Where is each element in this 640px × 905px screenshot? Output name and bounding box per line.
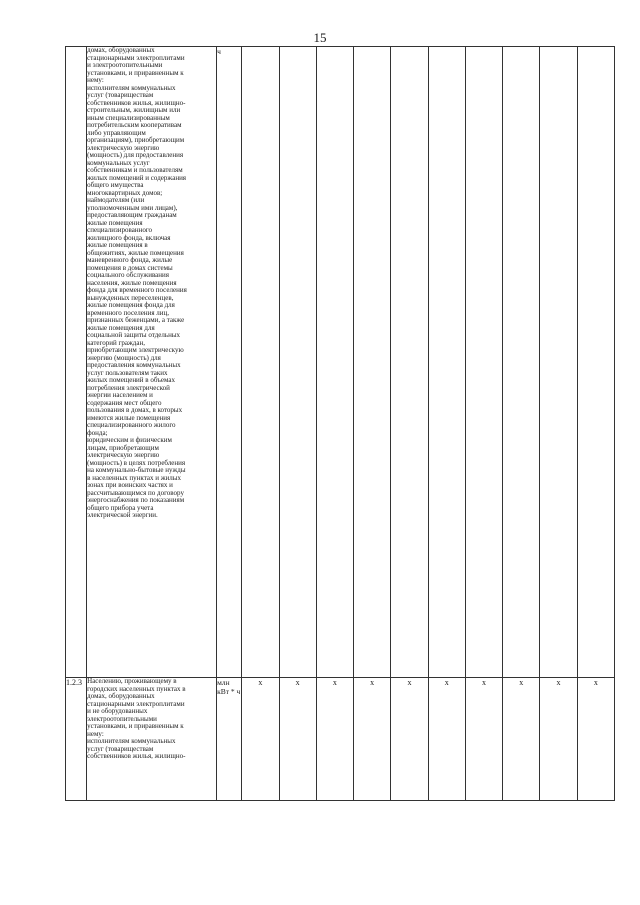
value-cell	[391, 47, 428, 678]
description-line: лицам, приобретающим	[87, 443, 159, 452]
description-line: организациям), приобретающим	[87, 136, 185, 144]
description-line: населения, жилые помещения	[87, 278, 177, 287]
description-line: жилых помещений в объемах	[87, 376, 175, 384]
description-line: временного поселения лиц,	[87, 308, 170, 317]
description-line: исполнителям коммунальных	[87, 83, 176, 92]
row-description	[87, 678, 217, 801]
description-line: социальной защиты отдельных	[87, 331, 181, 339]
row-number	[66, 47, 87, 678]
description-line: приобретающим электрическую	[87, 346, 184, 354]
description-line: фонда для временного поселения	[87, 286, 187, 294]
description-line: (мощность) в целях потребления	[87, 458, 186, 467]
value-cell: x	[428, 678, 465, 801]
description-line: рассчитывающимся по договору	[87, 488, 184, 497]
description-line: (мощность) для предоставления	[87, 151, 184, 159]
description-line: имеются жилые помещения	[87, 413, 171, 422]
description-line: установками, и приравненным к	[87, 722, 184, 730]
description-line: жилые помещения	[87, 218, 143, 227]
table-row	[66, 678, 615, 801]
description-line: услуг (товариществам	[87, 744, 154, 753]
value-cell: x	[540, 678, 577, 801]
description-line: маневренного фонда, жилые	[87, 256, 173, 264]
value-cell	[540, 47, 577, 678]
value-cell	[503, 47, 540, 678]
row-unit: ч	[217, 47, 242, 678]
value-cell: x	[391, 678, 428, 801]
description-line: помещения в домах системы	[87, 263, 173, 272]
value-cell	[316, 47, 353, 678]
description-line: стационарными электроплитами	[87, 699, 185, 708]
description-line: установками, и приравненным к	[87, 68, 184, 77]
description-line: вынужденных переселенцев,	[87, 293, 174, 302]
description-line: потребления электрической	[87, 383, 170, 392]
value-cell: x	[242, 678, 279, 801]
value-cell	[465, 47, 502, 678]
value-cell	[577, 47, 614, 678]
description-line: специализированного	[87, 226, 153, 234]
description-line: собственникам и пользователям	[87, 166, 183, 174]
description-line: энергоснабжения по показаниям	[87, 496, 185, 504]
description-line: энергию (мощность) для	[87, 353, 161, 362]
description-line: услуг пользователям таких	[87, 368, 168, 377]
description-line: на коммунально-бытовые нужды	[87, 466, 186, 474]
description-line: наймодателям (или	[87, 196, 145, 204]
description-line: социального обслуживания	[87, 271, 169, 279]
table-row	[66, 47, 615, 678]
description-line: исполнителям коммунальных	[87, 737, 176, 745]
value-cell	[242, 47, 279, 678]
tariff-table	[65, 46, 615, 801]
value-cell	[428, 47, 465, 678]
description-line: и не оборудованных	[87, 707, 148, 715]
description-line: общего прибора учета	[87, 503, 154, 512]
description-line: нему:	[87, 729, 104, 738]
description-line: жилых помещений и содержания	[87, 173, 187, 182]
description-line: уполномоченным ими лицам),	[87, 203, 178, 212]
value-cell	[279, 47, 316, 678]
description-line: электрическую энергию	[87, 451, 160, 459]
description-line: услуг (товариществам	[87, 91, 154, 99]
description-line: пользования в домах, в которых	[87, 406, 183, 414]
description-line: фонда;	[87, 428, 108, 437]
row-number: 1.2.3	[66, 678, 87, 801]
description-line: собственников жилья, жилищно-	[87, 752, 186, 760]
description-line: потребительским кооперативам	[87, 121, 182, 129]
description-line: жилые помещения для	[87, 323, 155, 332]
page-number: 15	[313, 30, 327, 45]
value-cell: x	[577, 678, 614, 801]
description-line: городских населенных пунктах в	[87, 684, 186, 693]
description-line: домах, оборудованных	[87, 46, 155, 54]
description-line: жилищного фонда, включая	[87, 233, 171, 242]
value-cell: x	[279, 678, 316, 801]
description-line: общежитиях, жилые помещения	[87, 248, 184, 257]
description-line: электрическую энергию	[87, 143, 160, 152]
description-line: стационарными электроплитами	[87, 53, 185, 62]
description-line: и электроотопительными	[87, 61, 163, 69]
description-line: либо управляющим	[87, 128, 146, 137]
description-line: категорий граждан,	[87, 338, 145, 347]
description-line: признанных беженцами, а также	[87, 316, 185, 324]
description-line: предоставления коммунальных	[87, 361, 181, 369]
description-line: жилые помещения в	[87, 241, 148, 249]
row-unit: млн кВт * ч	[217, 678, 242, 801]
description-line: электрической энергии.	[87, 511, 158, 519]
row-description	[87, 47, 217, 678]
description-line: собственников жилья, жилищно-	[87, 98, 186, 107]
description-line: специализированного жилого	[87, 421, 176, 429]
description-line: домах, оборудованных	[87, 692, 155, 700]
description-line: строительным, жилищным или	[87, 106, 181, 114]
description-line: предоставляющим гражданам	[87, 211, 177, 219]
description-line: содержания мест общего	[87, 398, 162, 407]
description-line: общего имущества	[87, 181, 144, 189]
value-cell: x	[316, 678, 353, 801]
description-line: жилые помещения фонда для	[87, 301, 175, 309]
value-cell: x	[354, 678, 391, 801]
description-line: юридическим и физическим	[87, 436, 172, 444]
description-line: нему:	[87, 76, 104, 84]
description-line: коммунальных услуг	[87, 158, 150, 167]
description-line: иным специализированным	[87, 113, 170, 122]
description-line: зонах при воинских частях и	[87, 481, 173, 489]
value-cell: x	[465, 678, 502, 801]
description-line: в населенных пунктах и жилых	[87, 473, 181, 482]
description-line: энергии населением и	[87, 391, 153, 399]
value-cell	[354, 47, 391, 678]
description-line: Населению, проживающему в	[87, 677, 177, 685]
value-cell: x	[503, 678, 540, 801]
description-line: электроотопительными	[87, 714, 157, 723]
description-line: многоквартирных домов;	[87, 188, 163, 197]
